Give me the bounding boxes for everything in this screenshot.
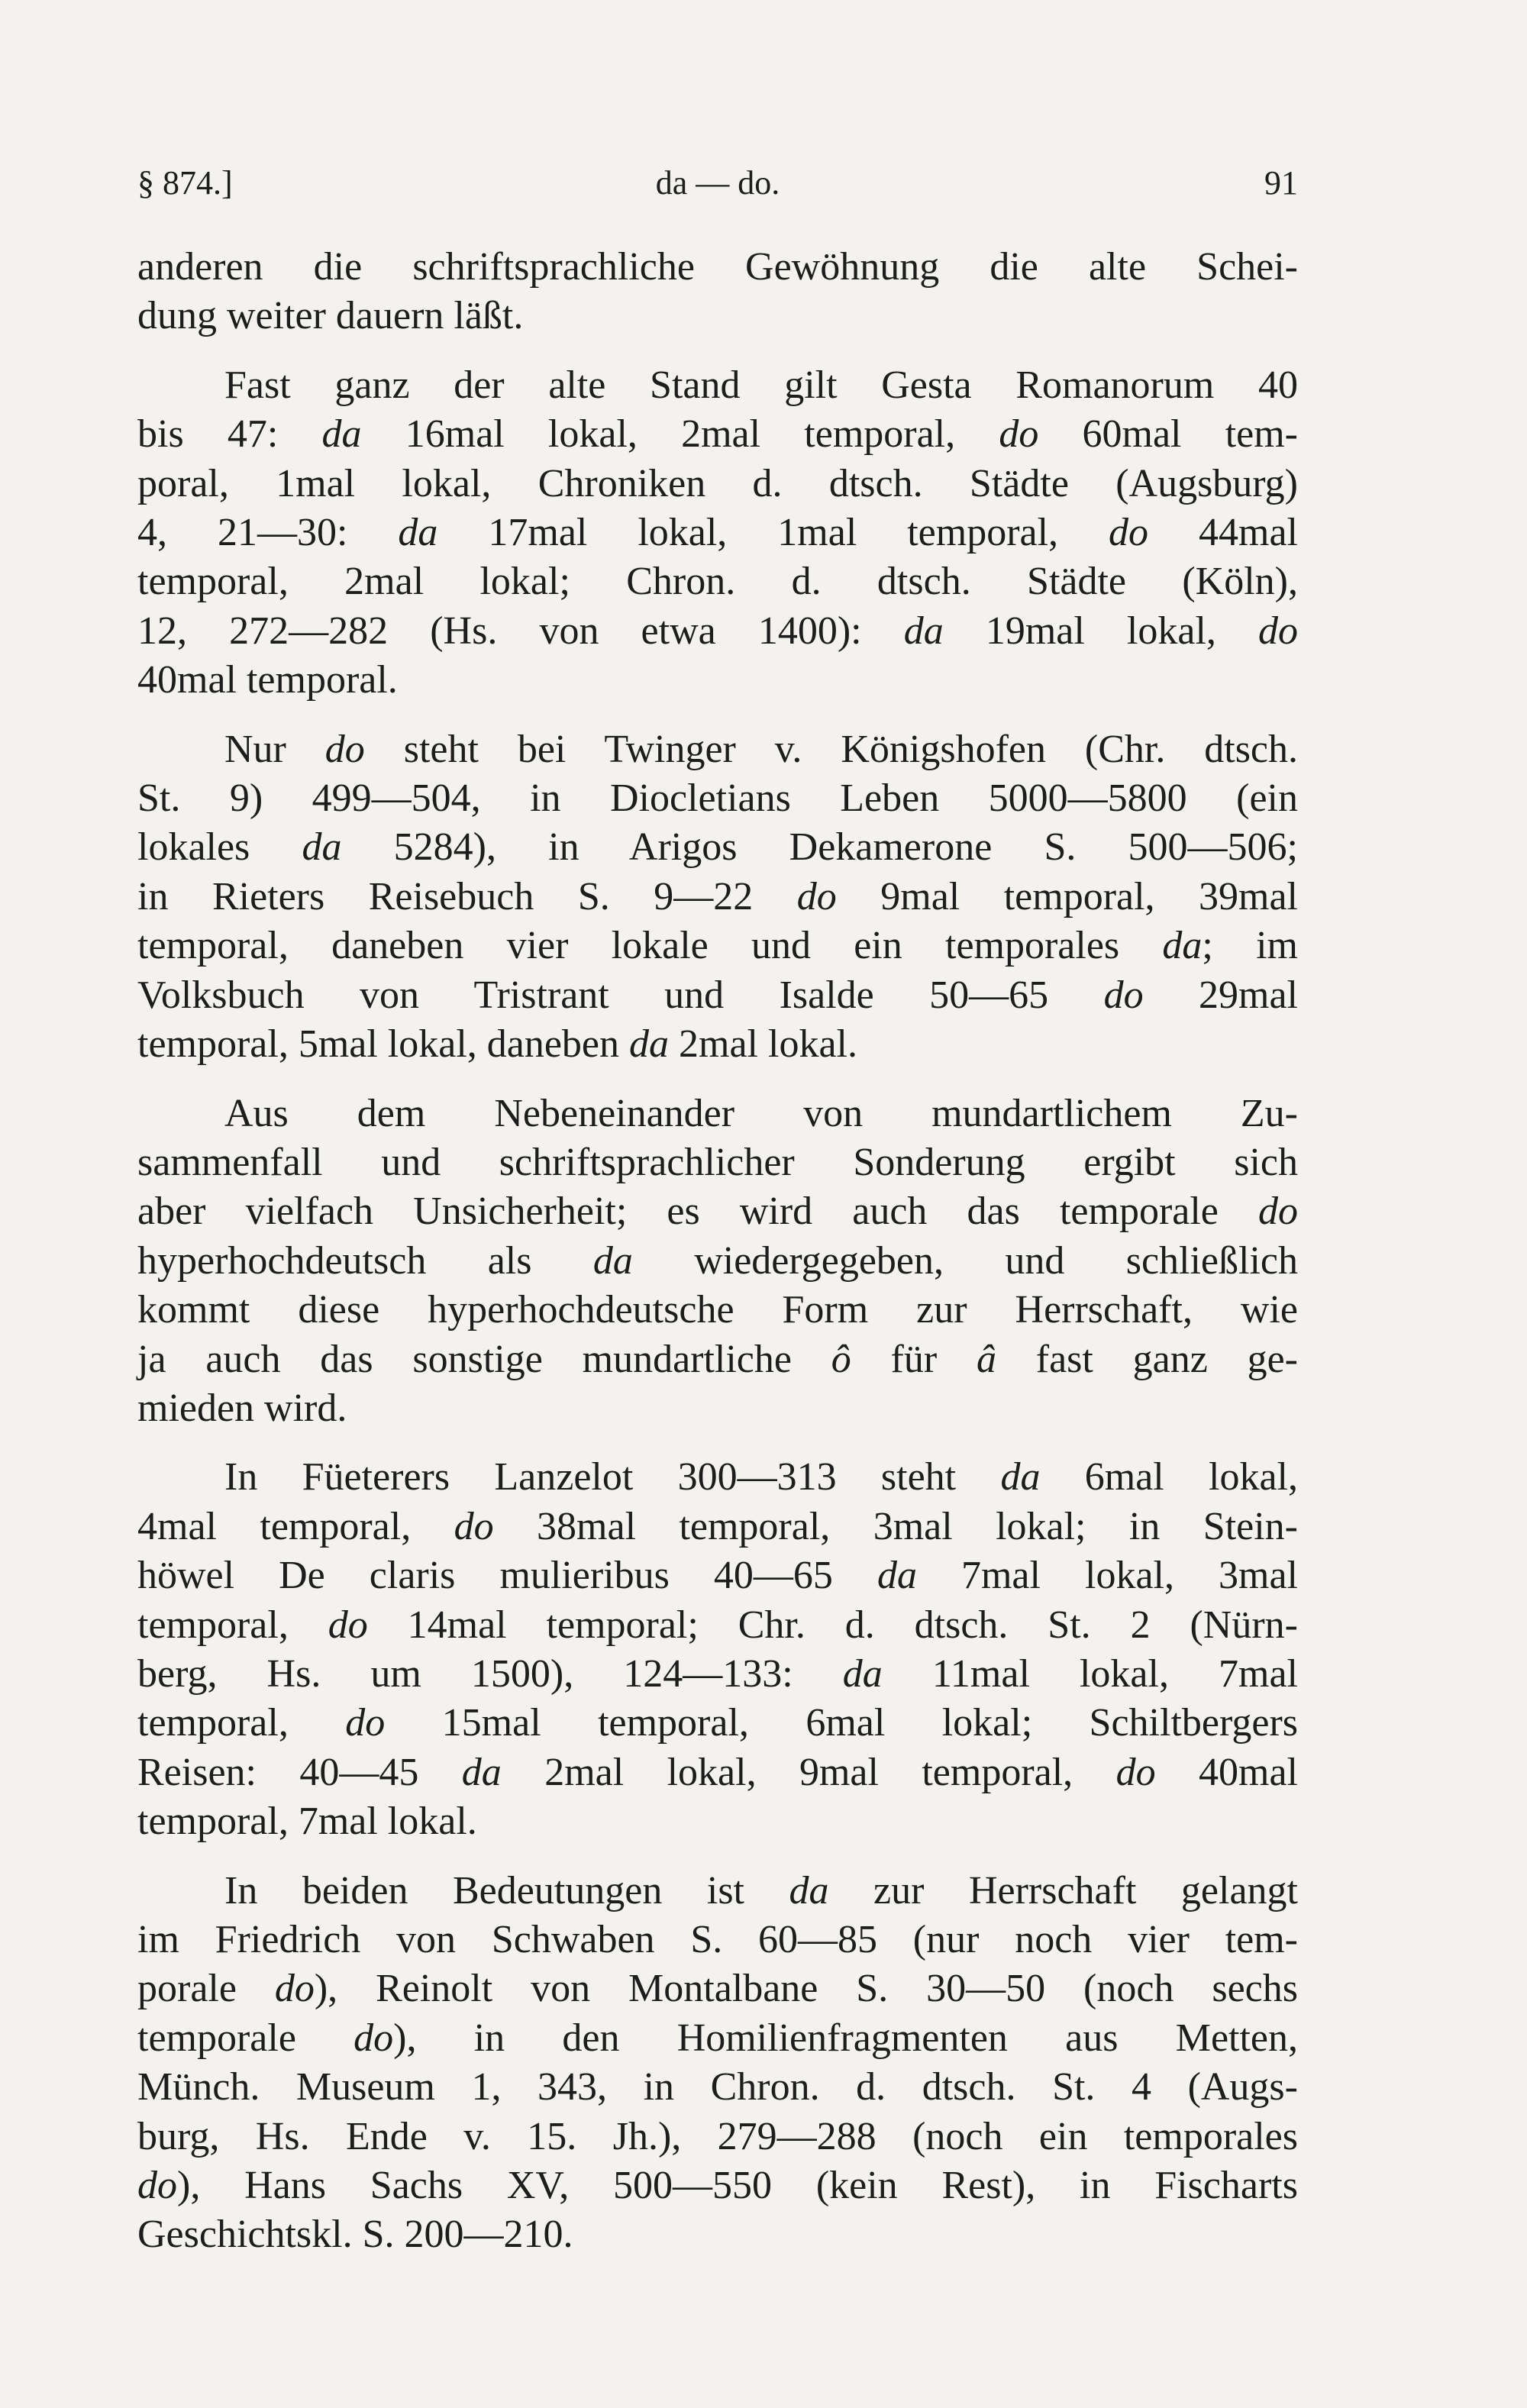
text-line: Geschichtskl. S. 200—210. [137,2213,573,2257]
body-text [137,243,1298,2280]
text-line: Aus dem Nebeneinander von mundartlichem Zu- [224,1091,1298,1135]
paragraph [137,243,1298,341]
text-line: 4mal temporal, do 38mal temporal, 3mal lokal; in Stein- [137,1504,1298,1548]
paragraph [137,1089,1298,1434]
text-line: Reisen: 40—45 da 2mal lokal, 9mal temporal, do 40mal [137,1750,1298,1794]
paragraph [137,361,1298,705]
text-line: Volksbuch von Tristrant und Isalde 50—65 do 29mal [137,973,1298,1017]
text-line: temporal, do 15mal temporal, 6mal lokal; Schiltbergers [137,1701,1298,1745]
running-title: da — do. [655,164,780,202]
text-line: höwel De claris mulieribus 40—65 da 7mal lokal, 3mal [137,1554,1298,1598]
text-line: bis 47: da 16mal lokal, 2mal temporal, do 60mal tem- [137,412,1299,457]
page-header [137,159,1298,208]
text-line: temporal, 5mal lokal, daneben da 2mal lokal. [137,1022,857,1067]
text-line: mieden wird. [137,1386,347,1430]
section-reference: § 874.] [137,164,233,202]
text-line: 4, 21—30: da 17mal lokal, 1mal temporal, do 44mal [137,511,1298,555]
text-line: berg, Hs. um 1500), 124—133: da 11mal lokal, 7mal [137,1651,1298,1696]
text-line: anderen die schriftsprachliche Gewöhnung die alte Schei- [137,245,1298,289]
text-line: burg, Hs. Ende v. 15. Jh.), 279—288 (noch ein temporales [137,2114,1298,2158]
paragraph [137,725,1298,1070]
text-line: hyperhochdeutsch als da wiedergegeben, und schließlich [137,1238,1298,1283]
paragraph [137,1867,1298,2260]
text-line: temporal, 7mal lokal. [137,1800,477,1844]
text-line: porale do), Reinolt von Montalbane S. 30—50 (noch sechs [137,1967,1298,2011]
text-line: In Füeterers Lanzelot 300—313 steht da 6mal lokal, [224,1455,1298,1499]
text-line: do), Hans Sachs XV, 500—550 (kein Rest), in Fischarts [137,2164,1298,2208]
text-line: temporal, 2mal lokal; Chron. d. dtsch. Städte (Köln), [137,560,1298,604]
text-line: aber vielfach Unsicherheit; es wird auch das temporale do [137,1189,1298,1234]
text-line: ja auch das sonstige mundartliche ô für â fast ganz ge- [137,1337,1298,1381]
text-line: dung weiter dauern läßt. [137,294,524,338]
paragraph [137,1453,1298,1846]
text-line: 40mal temporal. [137,658,398,702]
text-line: 12, 272—282 (Hs. von etwa 1400): da 19mal lokal, do [137,608,1299,653]
text-line: In beiden Bedeutungen ist da zur Herrschaft gelangt [224,1868,1298,1913]
page-number: 91 [1264,164,1298,202]
text-line: poral, 1mal lokal, Chroniken d. dtsch. Städte (Augsburg) [137,461,1298,505]
text-line: kommt diese hyperhochdeutsche Form zur Herrschaft, wie [137,1288,1298,1332]
text-line: sammenfall und schriftsprachlicher Sonderung ergibt sich [137,1140,1298,1184]
text-line: temporal, do 14mal temporal; Chr. d. dtsch. St. 2 (Nürn- [137,1603,1298,1647]
text-line: Fast ganz der alte Stand gilt Gesta Romanorum 40 [224,363,1298,407]
text-line: temporale do), in den Homilienfragmenten aus Metten, [137,2016,1298,2060]
text-line: Nur do steht bei Twinger v. Königshofen (Chr. dtsch. [224,727,1299,771]
text-line: lokales da 5284), in Arigos Dekamerone S. 500—506; [137,825,1299,870]
text-line: im Friedrich von Schwaben S. 60—85 (nur noch vier tem- [137,1918,1298,1961]
text-line: Münch. Museum 1, 343, in Chron. d. dtsch. St. 4 (Augs- [137,2065,1298,2109]
text-line: temporal, daneben vier lokale und ein temporales da; im [137,924,1299,968]
text-line: in Rieters Reisebuch S. 9—22 do 9mal temporal, 39mal [137,874,1298,918]
text-line: St. 9) 499—504, in Diocletians Leben 5000—5800 (ein [137,776,1298,821]
